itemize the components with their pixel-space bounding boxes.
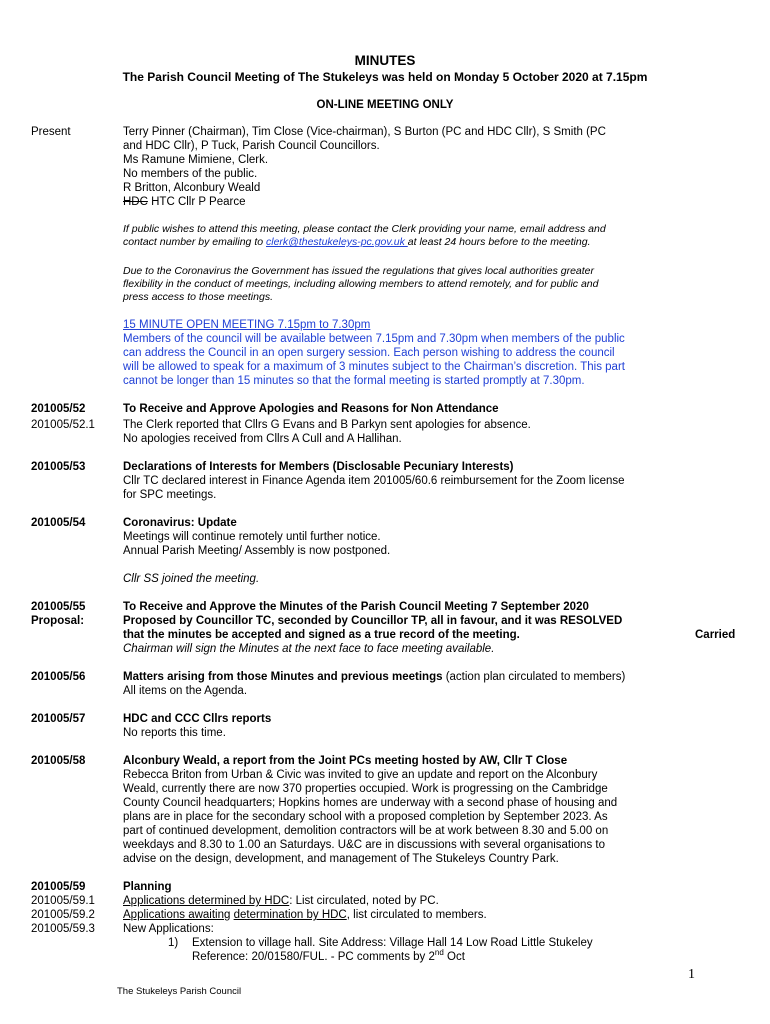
- notice-line: Due to the Coronavirus the Government has issued the regulations that gives local authorities greater: [123, 265, 595, 277]
- item-line: Meetings will continue remotely until further notice.: [123, 531, 381, 543]
- item-52: [123, 402, 683, 446]
- item-line: Cllr TC declared interest in Finance Agenda item 201005/60.6 reimbursement for the Zoom license: [123, 475, 625, 487]
- open-meeting-line: Members of the council will be available between 7.15pm and 7.30pm when members of the public: [123, 333, 625, 345]
- item-line: Weald, currently there are now 370 properties occupied. Work is progressing on the Cambridge: [123, 783, 608, 795]
- present-block: [123, 125, 683, 209]
- footer-org: The Stukeleys Parish Council: [117, 986, 242, 997]
- struck-text: HDC: [123, 196, 148, 208]
- notice-text: contact number by emailing to: [123, 236, 266, 248]
- item-title: To Receive and Approve the Minutes of the Parish Council Meeting 7 September 2020: [123, 601, 589, 613]
- item-line: [123, 908, 683, 922]
- meeting-subtitle: The Parish Council Meeting of The Stukeleys was held on Monday 5 October 2020 at 7.15pm: [122, 70, 648, 84]
- item-title: HDC and CCC Cllrs reports: [123, 713, 272, 725]
- present-line: R Britton, Alconbury Weald: [123, 182, 261, 194]
- item-55: [123, 600, 683, 656]
- open-meeting-block: [123, 318, 683, 388]
- sub-item-line: Extension to village hall. Site Address: Village Hall 14 Low Road Little Stukeley: [192, 937, 593, 949]
- page-title: MINUTES: [354, 53, 416, 68]
- item-title-line: [123, 670, 683, 684]
- item-line-text: : List circulated, noted by PC.: [289, 895, 439, 907]
- ordinal-suffix: nd: [434, 948, 444, 958]
- item-line: No apologies received from Cllrs A Cull and A Hallihan.: [123, 433, 402, 445]
- open-meeting-line: cannot be longer than 15 minutes so that the formal meeting is started promptly at 7.30pm.: [123, 375, 585, 387]
- sub-item-text: Oct: [443, 951, 465, 963]
- item-line-text: , list circulated to members.: [346, 909, 487, 921]
- item-subref: 201005/59.1: [31, 895, 95, 907]
- item-note: Chairman will sign the Minutes at the next face to face meeting available.: [123, 643, 495, 655]
- item-line: for SPC meetings.: [123, 489, 217, 501]
- present-line: Ms Ramune Mimiene, Clerk.: [123, 154, 269, 166]
- applications-determined-link[interactable]: Applications determined by HDC: [123, 895, 290, 907]
- item-59: [123, 880, 683, 936]
- item-53: [123, 460, 683, 502]
- item-line: [123, 894, 683, 908]
- present-line-text: HTC Cllr P Pearce: [147, 196, 246, 208]
- item-title: Declarations of Interests for Members (Disclosable Pecuniary Interests): [123, 461, 514, 473]
- notice-text: at least 24 hours before to the meeting.: [407, 236, 591, 248]
- covid-notice: [123, 265, 683, 304]
- result-carried: Carried: [695, 629, 736, 641]
- item-line: that the minutes be accepted and signed as a true record of the meeting.: [123, 629, 520, 641]
- item-line: No reports this time.: [123, 727, 226, 739]
- public-notice: [123, 223, 683, 249]
- open-meeting-heading: 15 MINUTE OPEN MEETING 7.15pm to 7.30pm: [123, 319, 371, 331]
- clerk-email-link[interactable]: clerk@thestukeleys-pc.gov.uk: [266, 236, 408, 248]
- item-ref: 201005/52: [31, 403, 86, 415]
- item-line: All items on the Agenda.: [123, 685, 248, 697]
- notice-line: flexibility in the conduct of meetings, including allowing members to attend remotely, and for public and: [123, 278, 599, 290]
- sub-item-line: [192, 950, 682, 964]
- item-ref: 201005/53: [31, 461, 86, 473]
- present-line: and HDC Cllr), P Tuck, Parish Council Councillors.: [123, 140, 380, 152]
- sub-item: [192, 936, 682, 964]
- applications-awaiting-link[interactable]: Applications awaiting: [123, 909, 231, 921]
- item-line: The Clerk reported that Cllrs G Evans and B Parkyn sent apologies for absence.: [123, 419, 531, 431]
- item-title: Planning: [123, 881, 172, 893]
- notice-line: If public wishes to attend this meeting, please contact the Clerk providing your name, email address and: [123, 223, 606, 235]
- item-subref: 201005/52.1: [31, 419, 95, 431]
- present-line: [123, 195, 683, 209]
- item-line: advise on the design, development, and management of The Stukeleys Country Park.: [123, 853, 559, 865]
- determination-link[interactable]: determination by HDC: [233, 909, 347, 921]
- item-subref: 201005/59.2: [31, 909, 95, 921]
- item-56: [123, 670, 683, 698]
- item-title: Alconbury Weald, a report from the Joint PCs meeting hosted by AW, Cllr T Close: [123, 755, 568, 767]
- present-line: No members of the public.: [123, 168, 258, 180]
- sub-item-number: 1): [168, 937, 179, 949]
- item-ref: 201005/56: [31, 671, 86, 683]
- present-label: Present: [31, 126, 71, 138]
- item-line: Annual Parish Meeting/ Assembly is now postponed.: [123, 545, 391, 557]
- item-title: To Receive and Approve Apologies and Reasons for Non Attendance: [123, 403, 499, 415]
- meeting-mode: ON-LINE MEETING ONLY: [316, 99, 454, 111]
- item-ref: 201005/59: [31, 881, 86, 893]
- item-line: Proposed by Councillor TC, seconded by Councillor TP, all in favour, and it was RESOLVED: [123, 615, 623, 627]
- open-meeting-line: will be allowed to speak for a maximum of 3 minutes subject to the Chairman’s discretion. This part: [123, 361, 625, 373]
- item-line: Rebecca Briton from Urban & Civic was invited to give an update and report on the Alconbury: [123, 769, 598, 781]
- item-54: [123, 516, 683, 586]
- item-ref: 201005/55: [31, 601, 86, 613]
- item-note: Cllr SS joined the meeting.: [123, 573, 260, 585]
- item-line: weekdays and 8.30 to 1.00 an Saturdays. U&C are in discussions with several organisations to: [123, 839, 605, 851]
- sub-item-text: Reference: 20/01580/FUL. - PC comments by 2: [192, 951, 435, 963]
- item-line: New Applications:: [123, 923, 214, 935]
- item-title: Coronavirus: Update: [123, 517, 237, 529]
- item-57: [123, 712, 683, 740]
- notice-line: [123, 236, 683, 249]
- proposal-label: Proposal:: [31, 615, 85, 627]
- item-ref: 201005/58: [31, 755, 86, 767]
- item-ref: 201005/57: [31, 713, 86, 725]
- notice-line: press access to those meetings.: [123, 291, 273, 303]
- item-line: plans are in place for the secondary school with a proposed completion by September 2023. As: [123, 811, 608, 823]
- item-line: County Council headquarters; Hopkins homes are underway with a second phase of housing and: [123, 797, 618, 809]
- item-subref: 201005/59.3: [31, 923, 95, 935]
- item-title: Matters arising from those Minutes and previous meetings: [123, 671, 443, 683]
- item-line: part of continued development, demolition contractors will be at work between 8.30 and 5.00 on: [123, 825, 609, 837]
- present-line: Terry Pinner (Chairman), Tim Close (Vice-chairman), S Burton (PC and HDC Cllr), S Smith (PC: [123, 126, 606, 138]
- item-ref: 201005/54: [31, 517, 86, 529]
- page-number: 1: [688, 967, 695, 982]
- open-meeting-line: can address the Council in an open surgery session. Each person wishing to address the council: [123, 347, 615, 359]
- item-58: [123, 754, 683, 866]
- item-title-rest: (action plan circulated to members): [442, 671, 626, 683]
